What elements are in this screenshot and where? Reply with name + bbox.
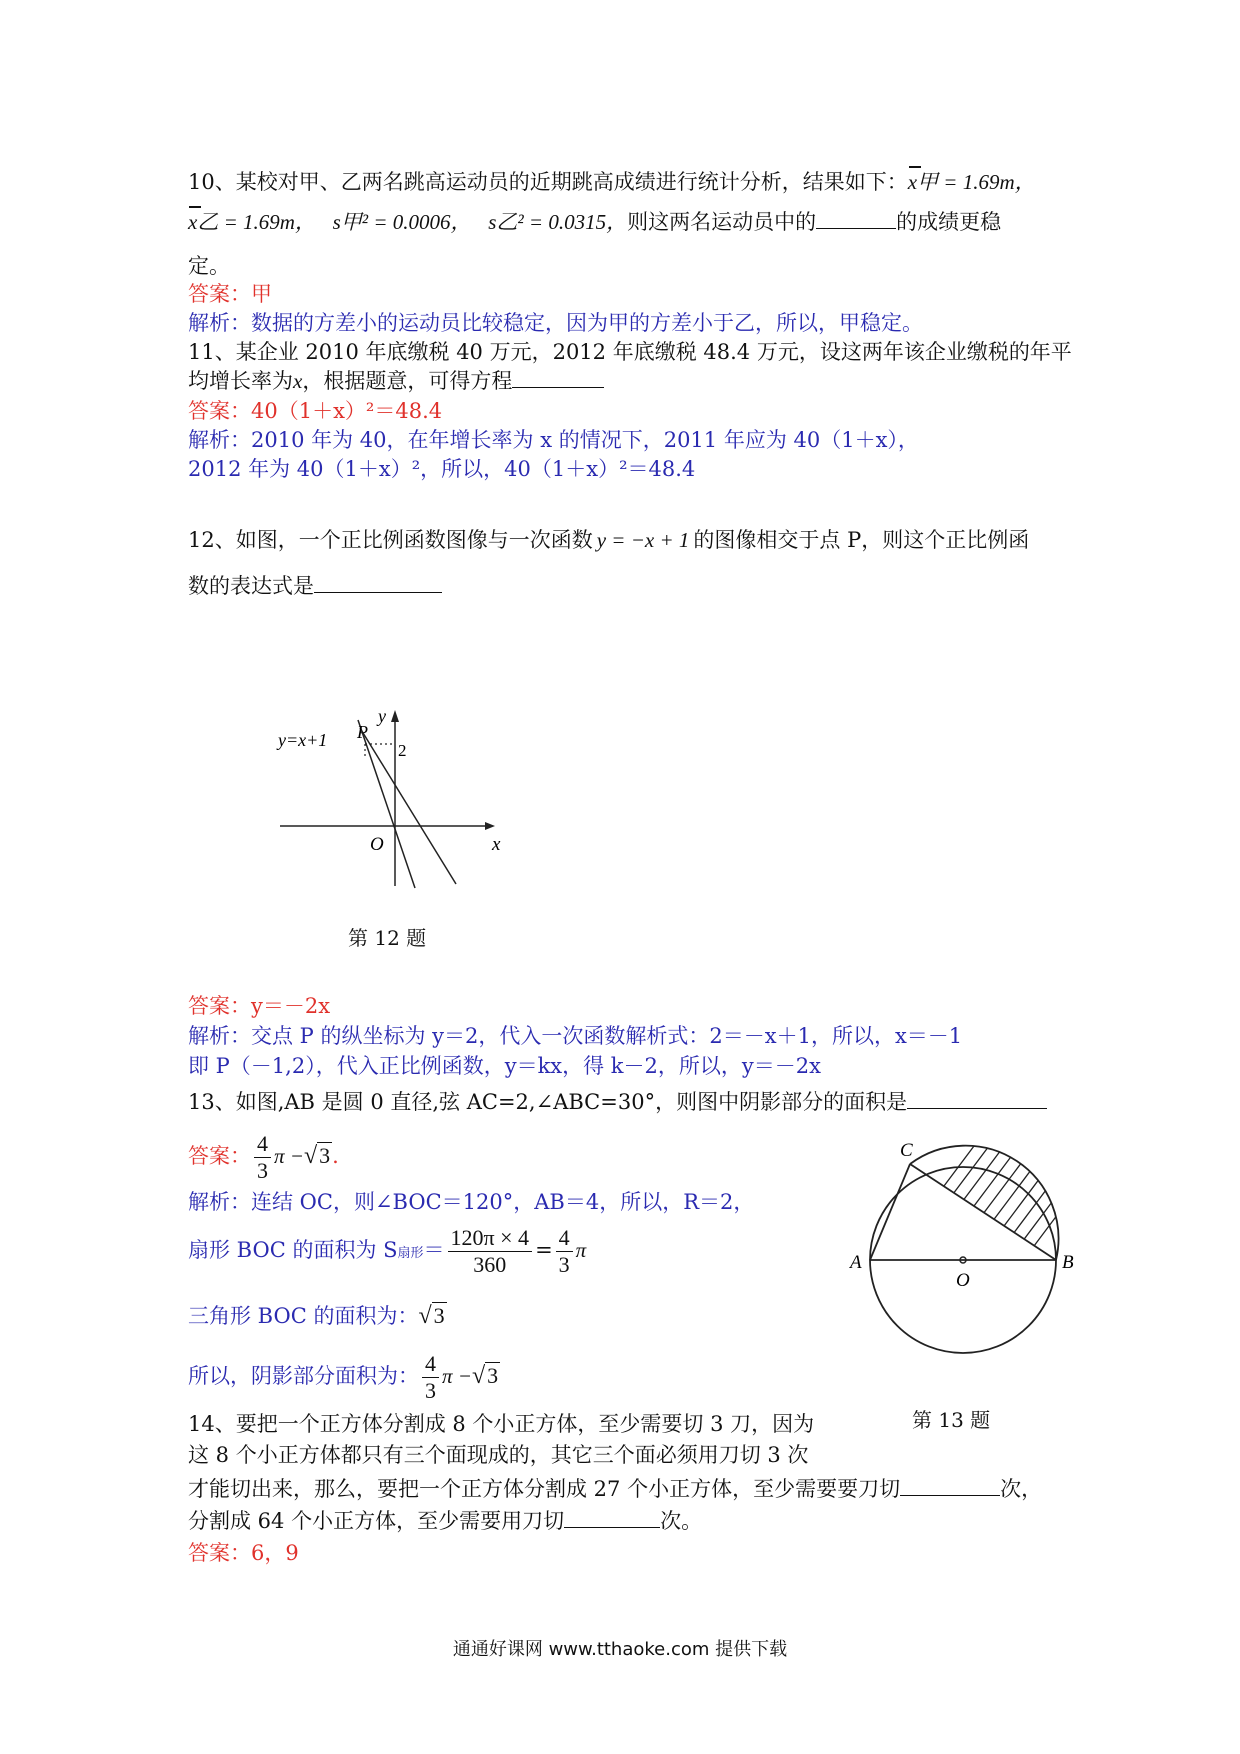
q12-y-label: y <box>378 706 386 726</box>
q13-sector-label: 扇形 BOC 的面积为 S <box>188 1238 398 1262</box>
q11-analysis2: 2012 年为 40（1＋x）²，所以，40（1＋x）²＝48.4 <box>188 457 696 481</box>
q13-figure <box>830 1138 1100 1368</box>
q11-blank <box>512 367 604 388</box>
q10-text: 10、某校对甲、乙两名跳高运动员的近期跳高成绩进行统计分析，结果如下： <box>188 170 908 194</box>
q13-line1-text: 13、如图,AB 是圆 0 直径,弦 AC=2,∠ABC=30°，则图中阴影部分的面积是 <box>188 1090 908 1114</box>
q13-answer-label: 答案： <box>188 1144 251 1168</box>
q12-point-p: P <box>357 722 368 742</box>
q14-line3-b: 次， <box>1000 1477 1043 1501</box>
q13-sector-num: 120π × 4 <box>448 1225 533 1252</box>
q10-tail: 的成绩更稳 <box>896 210 1002 234</box>
q13-sector-sub: 扇形 <box>397 1246 424 1261</box>
q13-answer-frac <box>254 1131 271 1184</box>
q14-line4 <box>188 1507 702 1535</box>
q13-answer: 答案： $\frac{4}{3}$ π −√3. <box>188 1131 339 1183</box>
q14-line4-b: 次。 <box>660 1509 703 1533</box>
q10-line2 <box>188 208 1001 236</box>
q13-sector-result-den: 3 <box>558 1252 570 1277</box>
q14-blank2 <box>564 1507 660 1528</box>
q10-line1 <box>188 168 1036 196</box>
q13-shaded <box>188 1348 500 1404</box>
q11-line1: 11、某企业 2010 年底缴税 40 万元，2012 年底缴税 48.4 万元，设这两年该企业缴税的年平 <box>188 340 1072 364</box>
q12-analysis2: 即 P（－1,2），代入正比例函数，y＝kx，得 k－2，所以，y＝－2x <box>188 1054 821 1078</box>
q11-line2 <box>188 367 604 395</box>
q14-answer: 答案：6，9 <box>188 1541 299 1565</box>
q12-y-arrow <box>391 710 399 722</box>
q13-sector-result-num: 4 <box>556 1225 573 1252</box>
q12-answer: 答案：y＝－2x <box>188 994 331 1018</box>
q12-analysis1: 解析：交点 P 的纵坐标为 y＝2，代入一次函数解析式：2＝－x＋1，所以，x＝－1 <box>188 1024 963 1048</box>
q12-function: y = −x + 1 <box>596 528 690 552</box>
q14-line2: 这 8 个小正方体都只有三个面现成的，其它三个面必须用刀切 3 次 <box>188 1443 809 1467</box>
q13-shaded-sqrt: √3 <box>471 1363 499 1389</box>
q13-shaded-pi: π − <box>442 1364 472 1388</box>
q13-chord-cb <box>910 1164 1056 1260</box>
q10-answer: 答案：甲 <box>188 282 272 306</box>
q12-x-arrow <box>485 822 495 830</box>
q13-label-o: O <box>956 1270 970 1291</box>
q13-triangle-rad: 3 <box>433 1303 445 1328</box>
q14-line3 <box>188 1475 1042 1503</box>
q13-shaded-rad: 3 <box>487 1363 499 1388</box>
q13-label-b: B <box>1062 1252 1074 1273</box>
q13-shaded-frac <box>422 1351 439 1404</box>
q13-sector-result <box>556 1225 573 1278</box>
q12-origin: O <box>370 834 384 855</box>
q13-triangle-sqrt: √3 <box>418 1303 445 1329</box>
q12-line1-a: 12、如图，一个正比例函数图像与一次函数 <box>188 528 593 552</box>
q14-line4-a: 分割成 64 个小正方体，至少需要用刀切 <box>188 1509 565 1533</box>
q11-answer: 答案：40（1＋x）²＝48.4 <box>188 399 443 423</box>
q12-line2 <box>188 572 442 600</box>
q12-line1-b: 的图像相交于点 P，则这个正比例函 <box>693 528 1030 552</box>
q12-caption: 第 12 题 <box>348 926 427 950</box>
q13-answer-sqrt: √3 <box>303 1143 331 1169</box>
q10-mean-yi: x乙 = 1.69m， <box>188 210 316 234</box>
q11-line2-a: 均增长率为 <box>188 369 293 393</box>
q10-line3: 定。 <box>188 254 230 278</box>
q10-question: 则这两名运动员中的 <box>627 210 817 234</box>
q10-analysis: 解析：数据的方差小的运动员比较稳定，因为甲的方差小于乙，所以，甲稳定。 <box>188 311 923 335</box>
q10-mean-jia: x甲 = 1.69m， <box>907 170 1036 194</box>
q14-blank1 <box>900 1475 1000 1496</box>
q13-answer-rad: 3 <box>319 1143 331 1168</box>
q13-answer-den: 3 <box>257 1158 268 1183</box>
q10-var-jia: s甲² = 0.0006， <box>332 210 472 234</box>
q13-sector-equals: = <box>535 1238 553 1262</box>
q12-figure <box>270 700 520 890</box>
q12-line-label: y=x+1 <box>278 730 328 750</box>
q12-line1 <box>188 526 1029 554</box>
q12-line-linear <box>360 728 456 884</box>
q13-line1 <box>188 1088 1047 1116</box>
q13-caption: 第 13 题 <box>912 1408 991 1432</box>
q13-label-c: C <box>900 1140 913 1161</box>
q13-sector-frac <box>448 1225 533 1278</box>
q10-blank <box>816 208 896 229</box>
q13-chord-ac <box>870 1164 910 1260</box>
q13-blank <box>907 1088 1047 1109</box>
page-footer: 通通好课网 www.tthaoke.com 提供下载 <box>452 1639 788 1660</box>
q13-triangle-label: 三角形 BOC 的面积为： <box>188 1304 419 1328</box>
q13-shaded-den: 3 <box>425 1378 436 1403</box>
q10-var-yi: s乙² = 0.0315， <box>488 210 628 234</box>
q14-line3-a: 才能切出来，那么，要把一个正方体分割成 27 个小正方体，至少需要要刀切 <box>188 1477 901 1501</box>
q13-sector-den: 360 <box>473 1252 507 1277</box>
q11-line2-b: ，根据题意，可得方程 <box>302 369 513 393</box>
q13-label-a: A <box>850 1252 862 1273</box>
q11-analysis1: 解析：2010 年为 40，在年增长率为 x 的情况下，2011 年应为 40（1＋x）， <box>188 428 919 452</box>
q11-var: x <box>293 369 303 393</box>
q13-answer-pi: π − <box>274 1144 304 1168</box>
q13-triangle <box>188 1302 447 1330</box>
q13-sector: 扇形 BOC 的面积为 S扇形＝ $\frac{120\pi \times 4}{360}$ = $\frac{4}{3}$ π <box>188 1225 587 1277</box>
q13-analysis1: 解析：连结 OC，则∠BOC＝120°，AB＝4，所以，R＝2， <box>188 1190 755 1214</box>
q13-sector-eq: ＝ <box>423 1238 445 1262</box>
q13-answer-num: 4 <box>254 1131 271 1158</box>
q12-x-label: x <box>492 834 501 855</box>
q13-shaded-num: 4 <box>422 1351 439 1378</box>
q12-line2-text: 数的表达式是 <box>188 574 314 598</box>
q13-shaded-label: 所以，阴影部分面积为： <box>188 1364 419 1388</box>
q12-blank <box>314 572 442 593</box>
q14-line1: 14、要把一个正方体分割成 8 个小正方体，至少需要切 3 刀，因为 <box>188 1412 815 1436</box>
q12-tick-two: 2 <box>398 741 407 760</box>
